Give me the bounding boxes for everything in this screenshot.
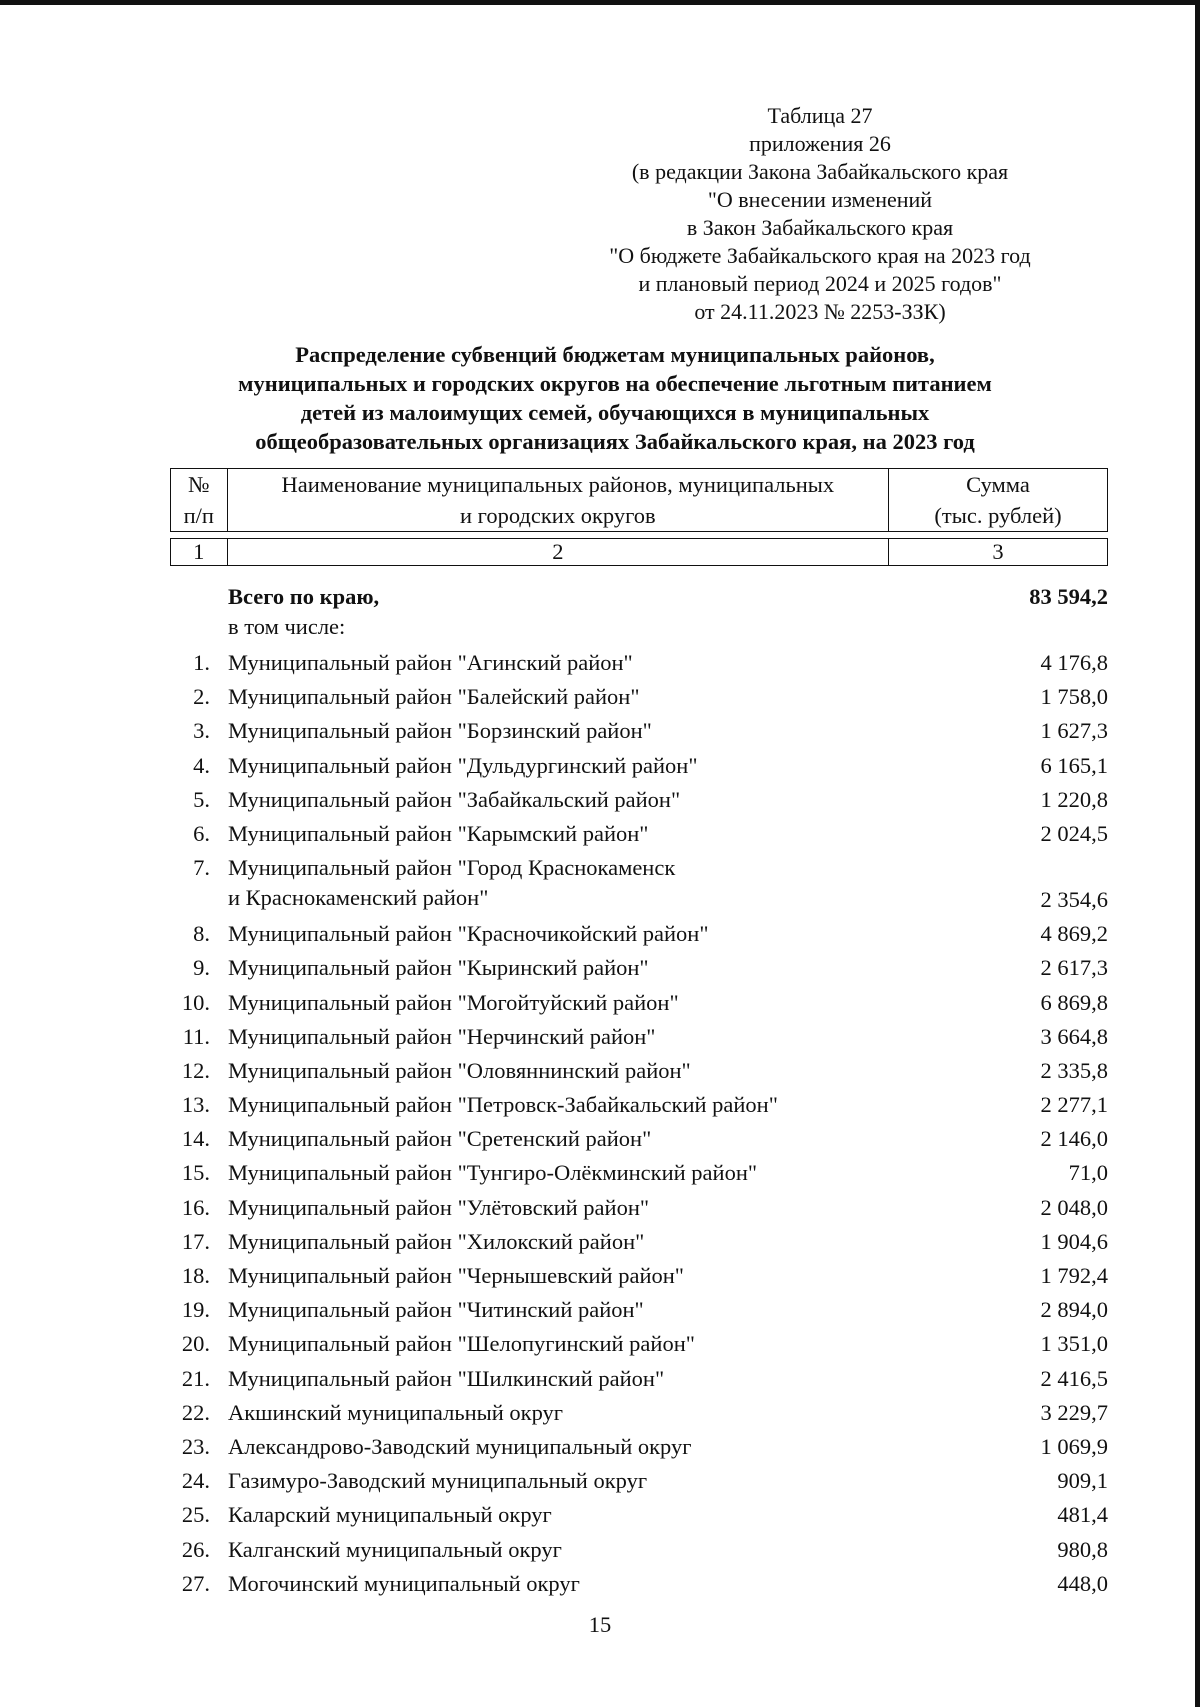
- row-number: 15.: [181, 1160, 210, 1186]
- table-row: [170, 781, 1108, 815]
- row-name: Акшинский муниципальный округ: [228, 1399, 564, 1425]
- header-text: и городских округов: [459, 503, 656, 528]
- total-label: Всего по краю,: [228, 584, 380, 609]
- table-row: [170, 984, 1108, 1018]
- row-sum: 6 165,1: [1040, 752, 1108, 778]
- row-number: 14.: [181, 1126, 210, 1152]
- row-number: 5.: [193, 786, 210, 812]
- row-sum: 1 069,9: [1040, 1433, 1108, 1459]
- row-name-line: Муниципальный район "Город Краснокаменск: [228, 855, 676, 881]
- table-row: [170, 1154, 1108, 1188]
- row-name: Муниципальный район "Красночикойский район": [228, 921, 709, 947]
- table-row: [170, 644, 1108, 678]
- row-name: Муниципальный район "Читинский район": [228, 1297, 644, 1323]
- title-line: муниципальных и городских округов на обеспечение льготным питанием: [238, 371, 992, 396]
- row-sum: 2 146,0: [1040, 1126, 1108, 1152]
- header-note-line: и плановый период 2024 и 2025 годов": [638, 271, 1002, 296]
- row-name: Муниципальный район "Агинский район": [228, 650, 633, 675]
- table-row: [170, 915, 1108, 949]
- row-number: 26.: [181, 1536, 210, 1562]
- row-name: Александрово-Заводский муниципальный округ: [228, 1433, 692, 1459]
- row-name: Муниципальный район "Шелопугинский район": [228, 1331, 695, 1357]
- row-name: Муниципальный район "Забайкальский район": [228, 786, 681, 812]
- row-sum: 980,8: [1057, 1536, 1108, 1562]
- total-value: 83 594,2: [1029, 584, 1108, 609]
- row-sum: 1 351,0: [1040, 1331, 1108, 1357]
- row-number: 3.: [193, 718, 210, 744]
- row-sum: 2 277,1: [1040, 1092, 1108, 1118]
- table-row: [170, 1086, 1108, 1120]
- row-sum: 3 229,7: [1040, 1399, 1108, 1425]
- row-sum: 909,1: [1057, 1468, 1108, 1494]
- row-name: Калганский муниципальный округ: [228, 1536, 562, 1562]
- header-note-line: "О внесении изменений: [707, 187, 933, 212]
- row-name: Муниципальный район "Петровск-Забайкальский район": [228, 1092, 778, 1118]
- table-row: [170, 1531, 1108, 1565]
- row-number: 1.: [193, 650, 210, 675]
- document-title: [150, 340, 1080, 456]
- row-number: 23.: [181, 1433, 210, 1459]
- row-number: 24.: [181, 1468, 210, 1494]
- row-name: [228, 853, 675, 913]
- header-text: Наименование муниципальных районов, муниципальных: [281, 472, 835, 497]
- table-row: [170, 1462, 1108, 1496]
- row-number: 18.: [181, 1263, 210, 1288]
- table-row: [170, 1360, 1108, 1394]
- row-number: 4.: [193, 752, 210, 778]
- header-cell-name: [227, 469, 888, 532]
- row-number: 21.: [181, 1365, 210, 1391]
- page-number: 15: [588, 1612, 612, 1637]
- row-name: Муниципальный район "Балейский район": [228, 684, 640, 710]
- title-line: Распределение субвенций бюджетам муниципальных районов,: [295, 342, 935, 367]
- row-name: Муниципальный район "Чернышевский район": [228, 1263, 684, 1288]
- column-number: 3: [889, 539, 1108, 566]
- subheading-row: [170, 614, 1108, 644]
- title-line: общеобразовательных организациях Забайкальского края, на 2023 год: [255, 429, 975, 454]
- row-name: Муниципальный район "Могойтуйский район": [228, 989, 679, 1015]
- row-sum: 3 664,8: [1040, 1023, 1108, 1049]
- row-name: Могочинский муниципальный округ: [228, 1570, 580, 1596]
- table-row: [170, 747, 1108, 781]
- row-name: Каларский муниципальный округ: [228, 1502, 552, 1528]
- row-name: Муниципальный район "Тунгиро-Олёкминский район": [228, 1160, 758, 1186]
- header-note-line: "О бюджете Забайкальского края на 2023 год: [609, 243, 1031, 268]
- row-sum: 1 758,0: [1040, 684, 1108, 710]
- row-name: Муниципальный район "Улётовский район": [228, 1194, 650, 1220]
- column-number-row: [171, 539, 1108, 566]
- row-number: 25.: [181, 1502, 210, 1528]
- row-number: 8.: [193, 921, 210, 947]
- row-number: 20.: [181, 1331, 210, 1357]
- row-sum: 2 024,5: [1040, 820, 1108, 846]
- table-body: [170, 578, 1108, 1599]
- row-number: 13.: [181, 1092, 210, 1118]
- row-sum: 1 904,6: [1040, 1228, 1108, 1254]
- table-header: [170, 468, 1108, 566]
- row-sum: 448,0: [1057, 1570, 1108, 1596]
- table-row: [170, 849, 1108, 915]
- table-row: [170, 1120, 1108, 1154]
- table-row: [170, 712, 1108, 746]
- header-note-line: от 24.11.2023 № 2253-ЗЗК): [694, 299, 946, 324]
- header-note-line: приложения 26: [749, 131, 891, 156]
- spacer-row: [171, 532, 1108, 539]
- row-sum: 2 048,0: [1040, 1194, 1108, 1220]
- row-sum: 6 869,8: [1040, 989, 1108, 1015]
- row-sum: 71,0: [1068, 1160, 1108, 1186]
- row-number: 11.: [182, 1023, 210, 1049]
- row-number: 6.: [193, 820, 210, 846]
- row-sum: 1 792,4: [1040, 1263, 1108, 1288]
- row-name: Муниципальный район "Шилкинский район": [228, 1365, 665, 1391]
- row-name: Газимуро-Заводский муниципальный округ: [228, 1468, 648, 1494]
- row-sum: 4 176,8: [1040, 650, 1108, 675]
- row-number: 9.: [193, 955, 210, 981]
- column-number: 2: [227, 539, 888, 566]
- row-number: 16.: [181, 1194, 210, 1220]
- row-sum: 2 416,5: [1040, 1365, 1108, 1391]
- page-border-top: [0, 0, 1200, 5]
- row-number: 10.: [181, 989, 210, 1015]
- row-number: 19.: [181, 1297, 210, 1323]
- table-row: [170, 1496, 1108, 1530]
- row-name: Муниципальный район "Хилокский район": [228, 1228, 645, 1254]
- page-border-right: [1195, 0, 1200, 1707]
- row-name: Муниципальный район "Оловяннинский район": [228, 1057, 691, 1083]
- subheading-label: в том числе:: [228, 614, 346, 639]
- row-sum: 2 335,8: [1040, 1057, 1108, 1083]
- header-cell-sum: [889, 469, 1108, 532]
- row-sum: 1 627,3: [1040, 718, 1108, 744]
- table-row: [170, 1428, 1108, 1462]
- row-sum: 2 617,3: [1040, 955, 1108, 981]
- row-name: Муниципальный район "Кыринский район": [228, 955, 649, 981]
- row-number: 7.: [193, 855, 210, 881]
- header-note-line: Таблица 27: [767, 103, 873, 128]
- column-number: 1: [171, 539, 228, 566]
- row-name: Муниципальный район "Борзинский район": [228, 718, 652, 744]
- row-sum: 481,4: [1057, 1502, 1108, 1528]
- row-sum: 1 220,8: [1040, 786, 1108, 812]
- table-row: [170, 949, 1108, 983]
- row-number: 2.: [193, 684, 210, 710]
- header-note-line: (в редакции Закона Забайкальского края: [631, 159, 1009, 184]
- row-name: Муниципальный район "Дульдургинский район": [228, 752, 698, 778]
- table-row: [170, 1325, 1108, 1359]
- header-text: Сумма: [966, 472, 1030, 497]
- table-row: [170, 1291, 1108, 1325]
- title-line: детей из малоимущих семей, обучающихся в муниципальных: [300, 400, 930, 425]
- row-number: 12.: [181, 1057, 210, 1083]
- row-sum: 4 869,2: [1040, 921, 1108, 947]
- row-sum: 2 894,0: [1040, 1297, 1108, 1323]
- table-row: [170, 815, 1108, 849]
- table-row: [170, 1189, 1108, 1223]
- header-text: (тыс. рублей): [934, 503, 1062, 528]
- table-row: [170, 1052, 1108, 1086]
- row-number: 27.: [181, 1570, 210, 1596]
- table-row: [170, 1565, 1108, 1599]
- header-cell-number: [171, 469, 228, 532]
- row-number: 17.: [181, 1228, 210, 1254]
- table-row: [170, 1018, 1108, 1052]
- row-number: 22.: [181, 1399, 210, 1425]
- data-rows: [170, 644, 1108, 1599]
- table-row: [170, 678, 1108, 712]
- row-name-line: и Краснокаменский район": [228, 885, 489, 911]
- table-row: [170, 1257, 1108, 1291]
- row-name: Муниципальный район "Карымский район": [228, 820, 649, 846]
- header-note-line: в Закон Забайкальского края: [686, 215, 954, 240]
- total-row: [170, 578, 1108, 614]
- header-row: [171, 469, 1108, 532]
- row-sum: 2 354,6: [1040, 887, 1108, 913]
- row-name: Муниципальный район "Нерчинский район": [228, 1023, 656, 1049]
- row-name: Муниципальный район "Сретенский район": [228, 1126, 652, 1152]
- header-text: №: [188, 472, 210, 497]
- table-row: [170, 1394, 1108, 1428]
- header-text: п/п: [183, 503, 214, 528]
- header-note: [560, 102, 1080, 326]
- table-row: [170, 1223, 1108, 1257]
